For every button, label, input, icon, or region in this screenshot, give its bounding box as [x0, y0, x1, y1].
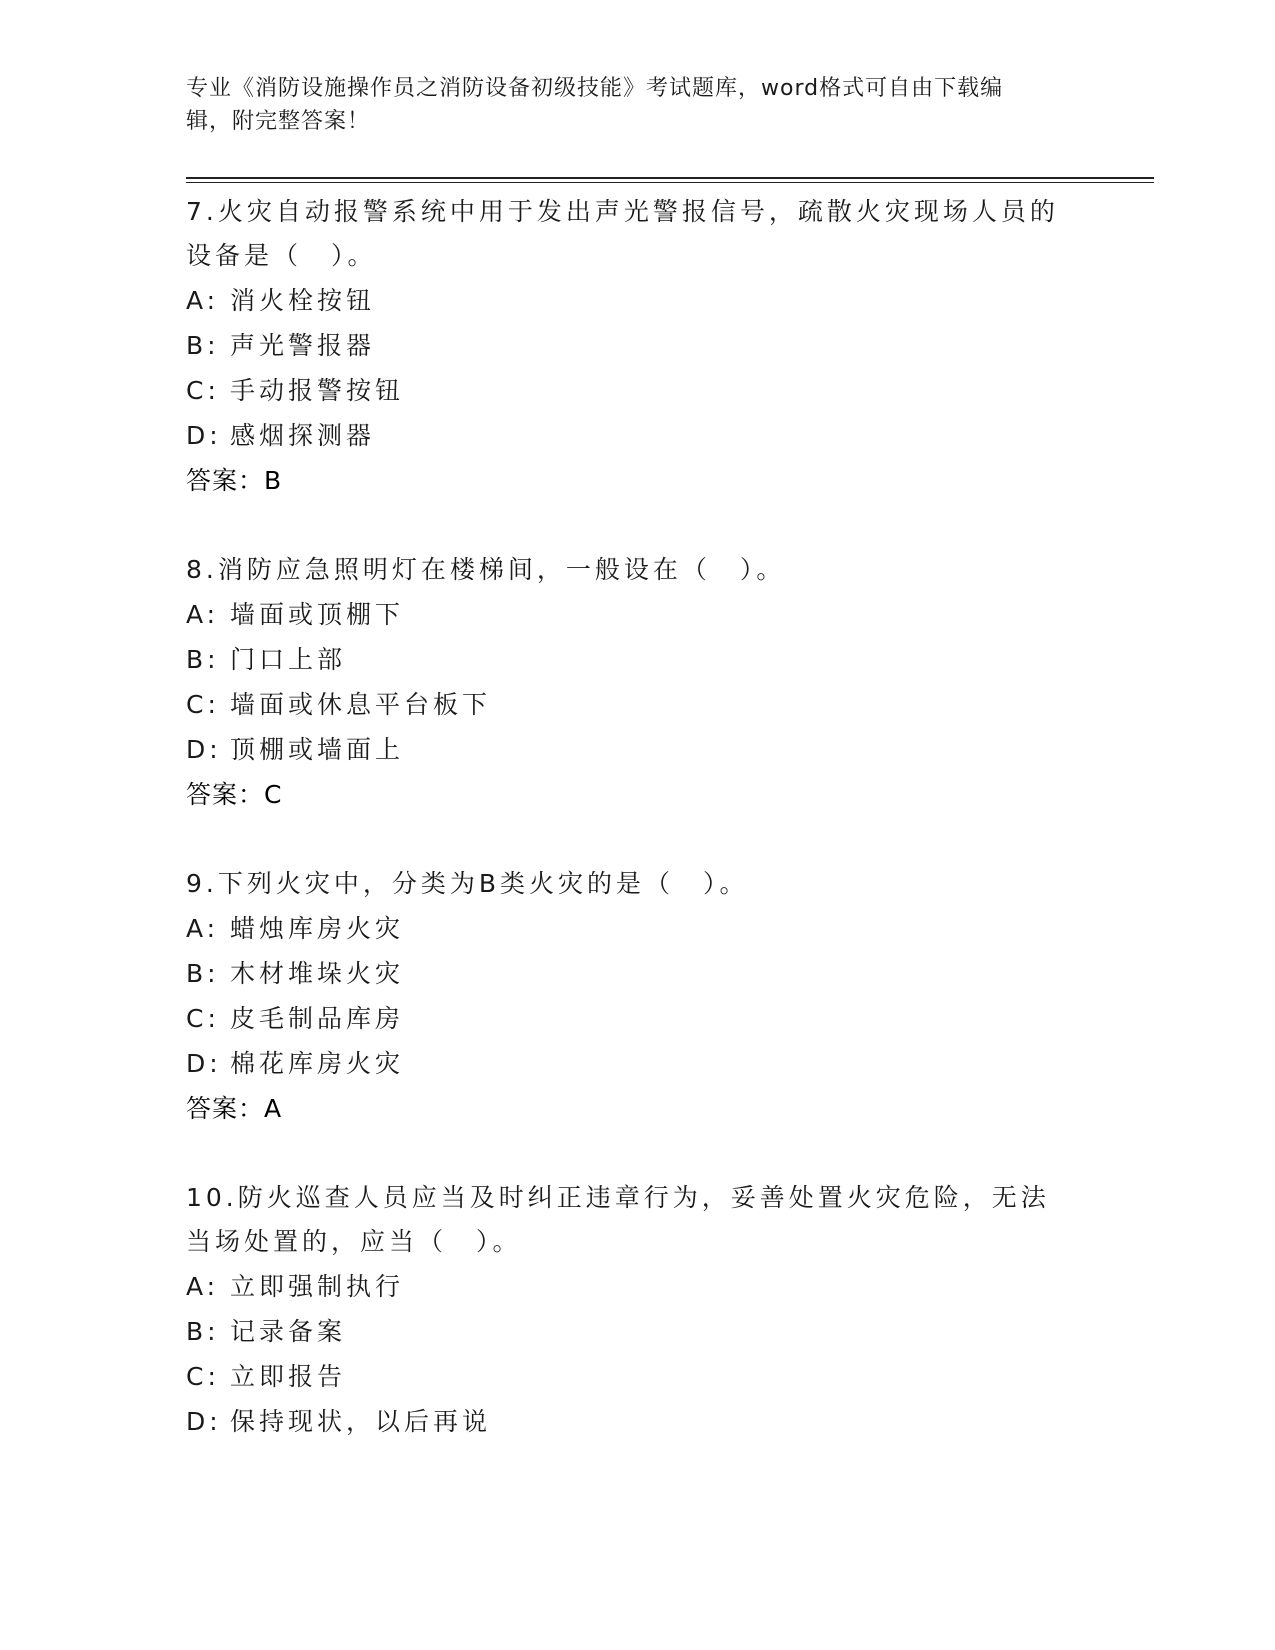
answer-value: C — [264, 780, 282, 809]
header-divider-top — [186, 177, 1154, 179]
header-line-1: 专业《消防设施操作员之消防设备初级技能》考试题库，word格式可自由下载编 — [186, 76, 1004, 101]
question-text: 8.消防应急照明灯在楼梯间，一般设在（ ）。 — [186, 555, 786, 584]
option-d — [186, 1041, 1086, 1086]
option-d — [186, 1399, 1086, 1444]
option-letter: A: — [186, 914, 220, 943]
question-9 — [186, 862, 1086, 1131]
option-letter: B: — [186, 959, 220, 988]
option-letter: C: — [186, 1362, 220, 1391]
option-letter: D: — [186, 1049, 222, 1078]
option-c — [186, 368, 1086, 413]
header-line-2: 辑，附完整答案！ — [186, 109, 371, 134]
option-text: 皮毛制品库房 — [230, 1004, 405, 1033]
option-text: 墙面或休息平台板下 — [230, 690, 492, 719]
option-c — [186, 996, 1086, 1041]
option-b — [186, 951, 1086, 996]
option-letter: B: — [186, 1317, 220, 1346]
option-letter: B: — [186, 331, 220, 360]
question-spacer — [186, 1131, 1086, 1176]
option-a — [186, 1264, 1086, 1309]
question-text: 10.防火巡查人员应当及时纠正违章行为，妥善处置火灾危险，无法当场处置的，应当（ ）。 — [186, 1183, 1050, 1256]
option-text: 保持现状，以后再说 — [230, 1407, 492, 1436]
option-a — [186, 278, 1086, 323]
option-d — [186, 413, 1086, 458]
option-letter: D: — [186, 421, 222, 450]
option-text: 门口上部 — [230, 645, 347, 674]
answer-label: 答案： — [186, 1094, 265, 1123]
option-letter: C: — [186, 690, 220, 719]
answer-line — [186, 458, 1086, 503]
option-letter: D: — [186, 1407, 222, 1436]
answer-label: 答案： — [186, 780, 265, 809]
option-text: 记录备案 — [230, 1317, 347, 1346]
header-divider-bottom — [186, 182, 1154, 183]
option-text: 手动报警按钮 — [230, 376, 405, 405]
option-c — [186, 682, 1086, 727]
option-text: 立即报告 — [230, 1362, 347, 1391]
question-spacer — [186, 817, 1086, 862]
option-a — [186, 592, 1086, 637]
option-letter: B: — [186, 645, 220, 674]
option-text: 蜡烛库房火灾 — [230, 914, 405, 943]
option-b — [186, 1309, 1086, 1354]
answer-value: A — [264, 1094, 282, 1123]
answer-line — [186, 772, 1086, 817]
option-letter: A: — [186, 286, 220, 315]
option-letter: A: — [186, 600, 220, 629]
option-text: 消火栓按钮 — [230, 286, 376, 315]
option-text: 感烟探测器 — [230, 421, 376, 450]
option-a — [186, 906, 1086, 951]
option-d — [186, 727, 1086, 772]
question-8 — [186, 548, 1086, 817]
option-text: 顶棚或墙面上 — [230, 735, 405, 764]
answer-label: 答案： — [186, 466, 265, 495]
document-header — [186, 72, 1066, 138]
question-10 — [186, 1176, 1086, 1444]
option-text: 棉花库房火灾 — [230, 1049, 405, 1078]
option-letter: A: — [186, 1272, 220, 1301]
question-text: 9.下列火灾中，分类为B类火灾的是（ ）。 — [186, 869, 749, 898]
option-c — [186, 1354, 1086, 1399]
question-list — [186, 190, 1086, 1444]
option-b — [186, 637, 1086, 682]
answer-line — [186, 1086, 1086, 1131]
option-text: 墙面或顶棚下 — [230, 600, 405, 629]
option-letter: D: — [186, 735, 222, 764]
option-letter: C: — [186, 1004, 220, 1033]
option-letter: C: — [186, 376, 220, 405]
option-text: 木材堆垛火灾 — [230, 959, 405, 988]
question-text: 7.火灾自动报警系统中用于发出声光警报信号，疏散火灾现场人员的设备是（ ）。 — [186, 197, 1059, 270]
option-b — [186, 323, 1086, 368]
option-text: 立即强制执行 — [230, 1272, 405, 1301]
option-text: 声光警报器 — [230, 331, 376, 360]
answer-value: B — [264, 466, 282, 495]
question-spacer — [186, 503, 1086, 548]
question-7 — [186, 190, 1086, 503]
